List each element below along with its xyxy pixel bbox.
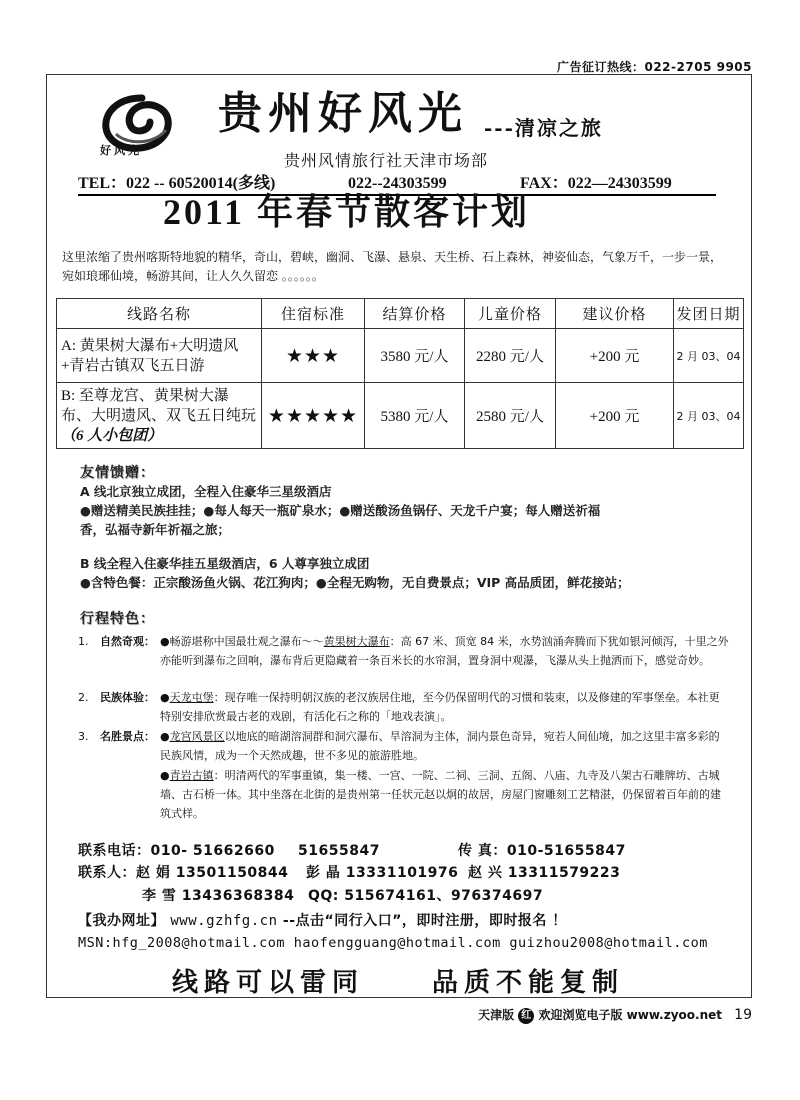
child-price: 2280 元/人 [465,329,556,383]
edition-label: 天津版 [478,1008,515,1022]
agency-name: 贵州风情旅行社天津市场部 [284,151,489,170]
website-row [78,910,567,930]
route-table [56,298,744,449]
gift-b-line-2: ●含特色餐：正宗酸汤鱼火锅、花江狗肉；●全程无购物，无自费景点；VIP 高品质团，鲜花接站； [80,575,630,590]
tel-number-2: 022--24303599 [348,175,447,192]
contact-person: 李 雪 13436368384 [142,888,295,904]
col-child: 儿童价格 [465,299,556,329]
route-note: （6 人小包团） [61,427,163,444]
footer-text: 欢迎浏览电子版 www.zyoo.net [538,1008,722,1022]
col-route: 线路名称 [57,299,262,329]
phone-2: 51655847 [298,843,380,859]
slogan-left: 线路可以雷同 [172,968,365,998]
contact-person: 联系人：赵 娟 13501150844 [78,865,289,881]
ad-hotline: 广告征订热线：022-2705 9905 [556,60,752,74]
msn-row: MSN:hfg_2008@hotmail.com haofengguang@hotmail.com guizhou2008@hotmail.com [78,935,708,951]
logo-text: 好风光 [100,144,142,157]
feature-item: 2. 民族体验： ●天龙屯堡：现存唯一保持明朝汉族的老汉族居住地，至今仍保留明代的习惯和装束，以及修建的军事堡垒。本社更特别安排欣赏最古老的戏剧，有活化石之称的「地戏表演」。 [78,691,720,723]
brand-name: 贵州好风光 [218,88,468,139]
depart-dates: 2 月 03、04 [674,329,744,383]
red-badge-icon: 红 [518,1008,534,1024]
fax-number: FAX：022—24303599 [520,175,672,192]
contact-people-row-2 [142,885,543,905]
feature-item: 3. 名胜景点： ●龙宫风景区以地底的暗湖溶洞群和洞穴瀑布、旱溶洞为主体，洞内景色奇异，宛若人间仙境，加之这里丰富多彩的民族风情，成为一个天然成趣，世不多见的旅游胜地。 [78,730,720,762]
col-settle: 结算价格 [365,299,465,329]
gift-a-line-1: A 线北京独立成团，全程入住豪华三星级酒店 [80,484,332,499]
table-header-row [57,299,744,329]
col-dates: 发团日期 [674,299,744,329]
col-suggest: 建议价格 [556,299,674,329]
feature-item: ●青岩古镇：明清两代的军事重镇，集一楼、一宫、一院、二祠、三洞、五阁、八庙、九寺及八架古石雕牌坊、古城墙、古石桥一体。其中坐落在北街的是贵州第一任状元赵以炯的故居，房屋门窗雕刻工艺精湛，仍保留着百年前的建筑式样。 [160,769,721,820]
suggest-price: +200 元 [556,383,674,449]
route-name: A: 黄果树大瀑布+大明遗风+青岩古镇双飞五日游 [57,329,262,383]
qq-numbers: QQ: 515674161、976374697 [308,888,544,904]
fax-label: 传 真：010-51655847 [458,843,626,859]
feature-item: 1. 自然奇观： ●畅游堪称中国最壮观之瀑布～～黄果树大瀑布：高 67 米、顶宽 84 米，水势汹涌奔腾而下犹如银河倾泻，十里之外亦能听到瀑布之回响，瀑布背后更隐藏着一条百米长的水帘洞，置身洞中观瀑，飞瀑从头上抛洒而下，感觉奇妙。 [78,635,729,667]
gift-a-line-3: 香，弘福寺新年祈福之旅； [80,522,231,537]
table-row [57,329,744,383]
contact-phone-row [78,840,626,860]
page-title: 2011 年春节散客计划 [163,192,531,232]
gift-a-line-2: ●赠送精美民族挂挂；●每人每天一瓶矿泉水；●赠送酸汤鱼锅仔、天龙千户宴；每人赠送祈福 [80,503,601,518]
route-name: B: 至尊龙宫、黄果树大瀑布、大明遗风、双飞五日纯玩（6 人小包团） [57,383,262,449]
gift-b-line-1: B 线全程入住豪华挂五星级酒店，6 人尊享独立成团 [80,556,370,571]
website-text: --点击“同行入口”，即时注册，即时报名 ！ [282,913,567,929]
child-price: 2580 元/人 [465,383,556,449]
hotel-stars: ★★★★★ [262,383,365,449]
suggest-price: +200 元 [556,329,674,383]
contact-people-row [78,862,620,882]
phone-label: 联系电话：010- 51662660 [78,843,275,859]
brand-subtitle: ---清凉之旅 [484,116,603,140]
website-link[interactable]: www.gzhfg.cn [170,913,278,929]
contact-person: 彭 晶 13331101976 [306,865,459,881]
table-row [57,383,744,449]
intro-text: 这里浓缩了贵州喀斯特地貌的精华，奇山，碧峡，幽洞、飞瀑、悬泉、天生桥、石上森林，神姿仙态，气象万千，一步一景，宛如琅琊仙境，畅游其间，让人久久留恋 。。。。。。 [62,250,723,283]
website-label: 【我办网址】 [78,913,165,929]
slogan-right: 品质不能复制 [432,968,625,998]
gifts-heading: 友情馈赠： [80,465,155,481]
col-hotel: 住宿标准 [262,299,365,329]
tel-number: TEL：022 -- 60520014(多线) [78,175,276,192]
contact-person: 赵 兴 13311579223 [468,865,621,881]
features-heading: 行程特色： [80,611,155,627]
page-footer [478,1006,752,1024]
hotel-stars: ★★★ [262,329,365,383]
depart-dates: 2 月 03、04 [674,383,744,449]
page-number: 19 [734,1007,752,1023]
settle-price: 3580 元/人 [365,329,465,383]
settle-price: 5380 元/人 [365,383,465,449]
